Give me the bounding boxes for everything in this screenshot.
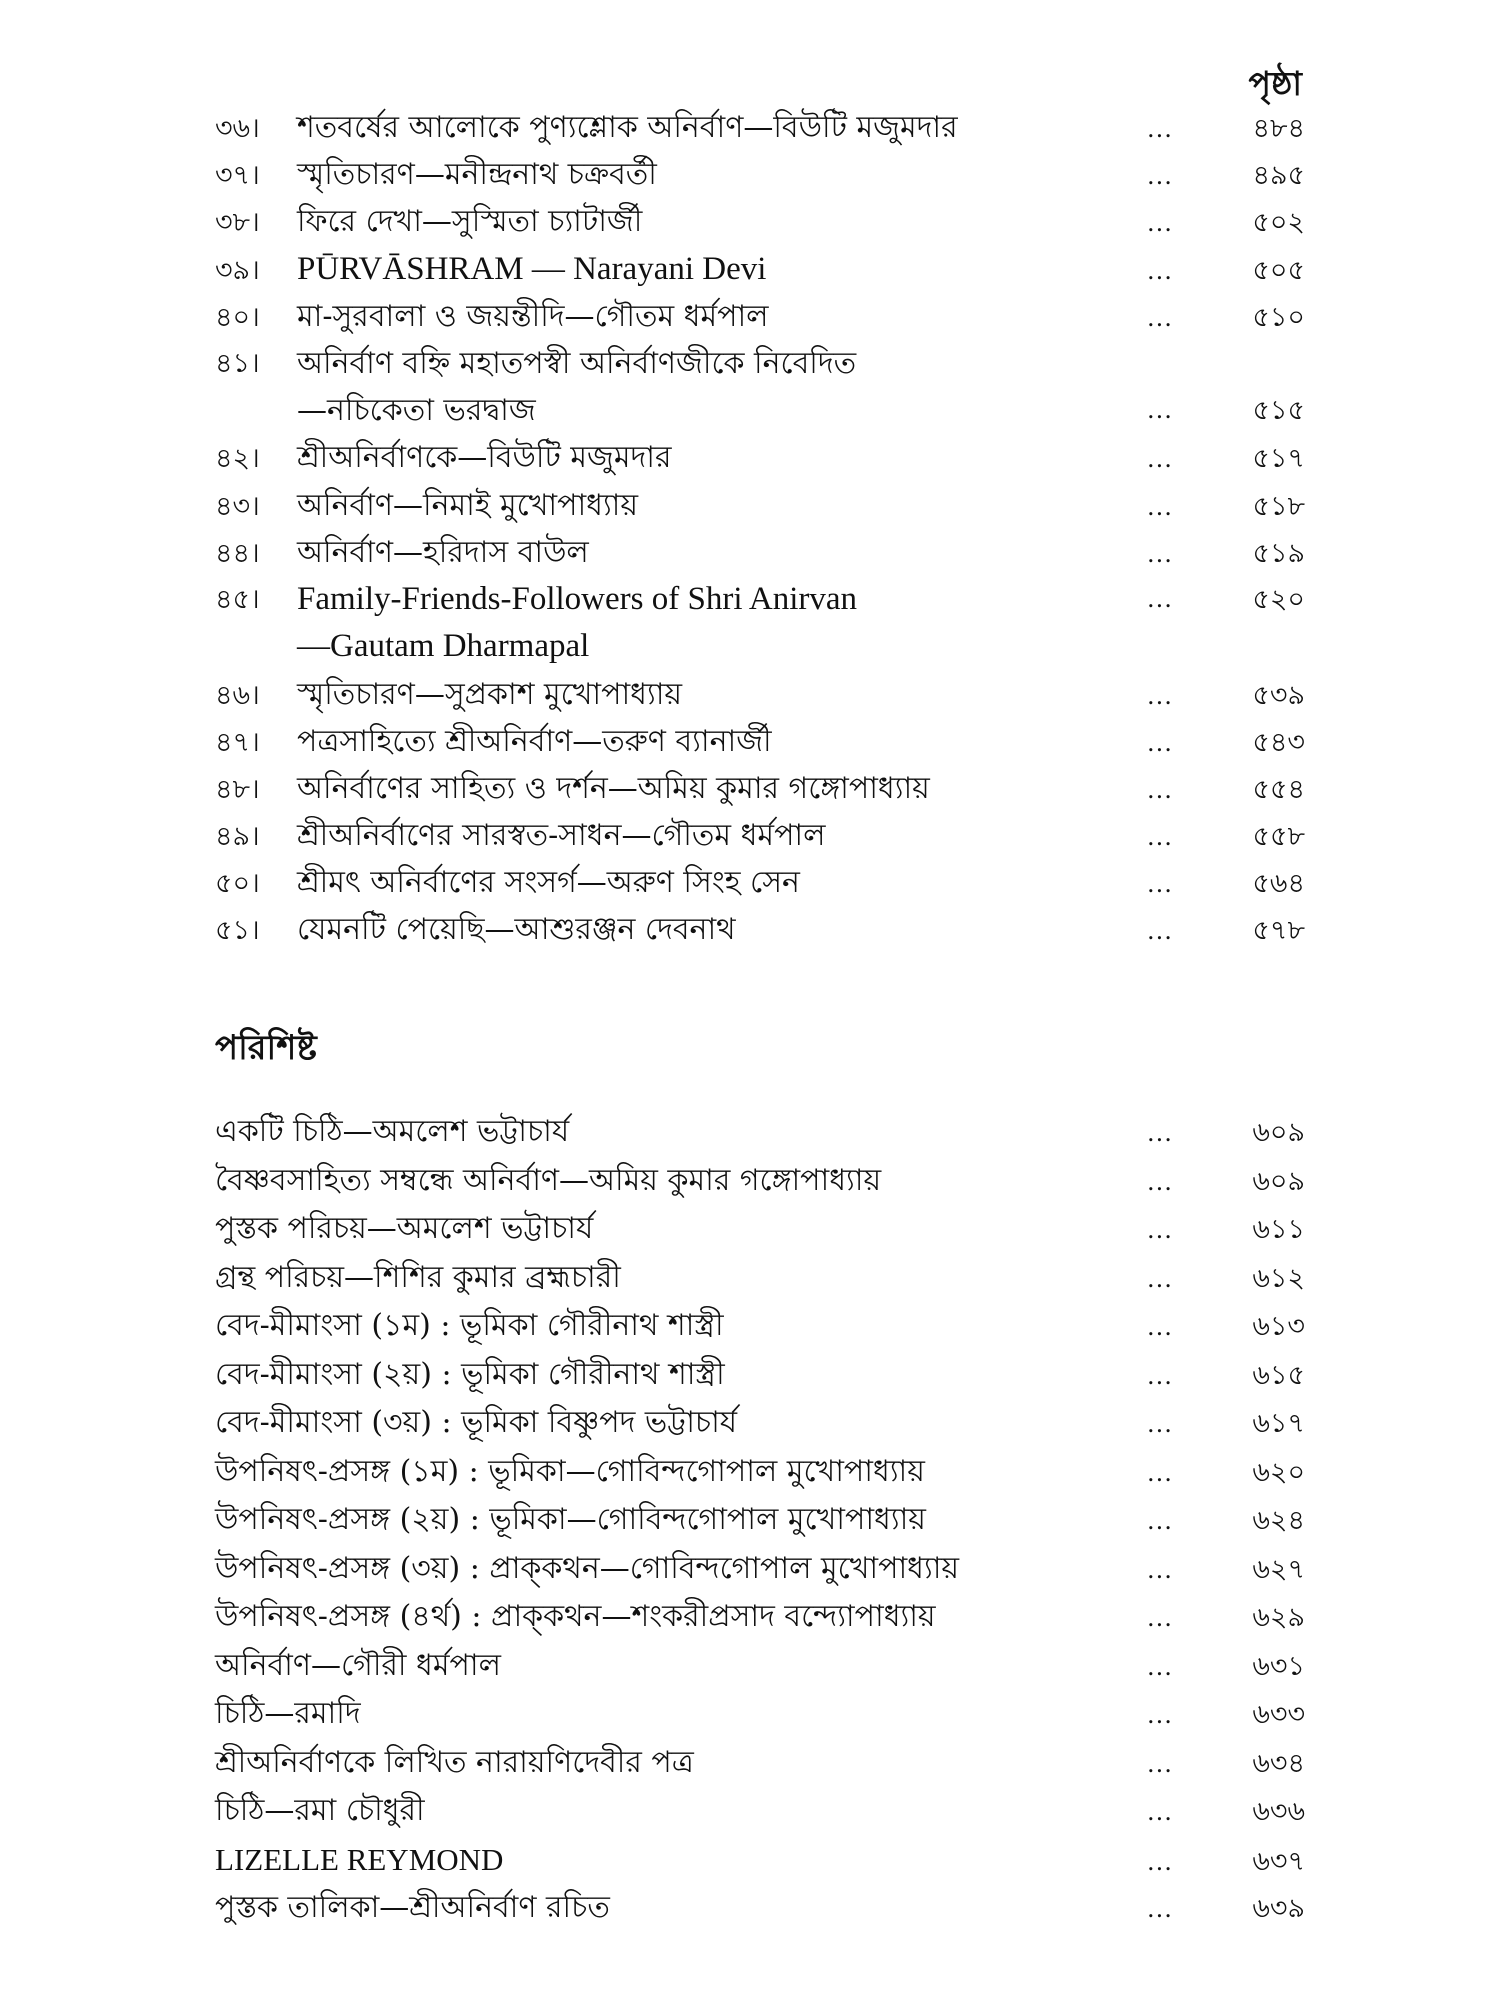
leader-dots: ...	[1147, 1749, 1173, 1778]
entry-page: ৫১৫	[1252, 394, 1305, 426]
entry-title: পুস্তক তালিকা—শ্রীঅনির্বাণ রচিত	[215, 1890, 610, 1925]
entry-page: ৫১৮	[1252, 490, 1305, 522]
entry-title: PŪRVĀSHRAM — Narayani Devi	[297, 250, 767, 287]
entry-page: ৫৭৮	[1252, 915, 1305, 947]
leader-dots: ...	[1147, 1895, 1173, 1923]
appendix-entry	[215, 1593, 1305, 1642]
appendix-entry	[215, 1836, 1305, 1885]
leader-dots: ...	[1147, 1604, 1173, 1632]
leader-dots: ...	[1147, 681, 1173, 710]
leader-dots: ...	[1147, 1119, 1173, 1147]
entry-page: ৪৮৪	[1252, 113, 1305, 144]
entry-number: ৪০।	[215, 301, 260, 333]
toc-entry-37	[215, 151, 1305, 198]
entry-page: ৫৪৩	[1252, 726, 1305, 758]
entry-title: ফিরে দেখা—সুস্মিতা চ্যাটার্জী	[297, 204, 643, 240]
leader-dots: ...	[1147, 492, 1173, 521]
entry-title: শ্রীঅনির্বাণকে লিখিত নারায়ণিদেবীর পত্র	[215, 1744, 694, 1780]
entry-number: ৫০।	[215, 868, 260, 900]
entry-number: ৪৯।	[215, 821, 260, 853]
entry-page: ৫৫৮	[1252, 821, 1305, 853]
leader-dots: ...	[1147, 1410, 1173, 1438]
appendix-entry	[215, 1642, 1305, 1691]
appendix-entry	[215, 1448, 1305, 1497]
entry-title: চিঠি—রমাদি	[215, 1696, 361, 1731]
leader-dots: ...	[1147, 1458, 1173, 1487]
entry-page: ৫০২	[1252, 207, 1305, 239]
appendix-entry	[215, 1157, 1305, 1206]
entry-title: অনির্বাণ—নিমাই মুখোপাধ্যায়	[297, 487, 639, 523]
entry-title: উপনিষৎ-প্রসঙ্গ (৩য়) : প্রাক্‌কথন—গোবিন্দগোপাল মুখোপাধ্যায়	[215, 1550, 960, 1586]
entry-number: ৪৮।	[215, 773, 260, 805]
toc-entry-42	[215, 434, 1305, 481]
entry-number: ৫১।	[215, 915, 260, 947]
leader-dots: ...	[1147, 539, 1173, 568]
entry-page: ৬২৭	[1252, 1553, 1305, 1585]
toc-entry-38	[215, 198, 1305, 245]
entry-number: ৪৬।	[215, 679, 260, 711]
leader-dots: ...	[1147, 1555, 1173, 1584]
leader-dots: ...	[1147, 395, 1173, 424]
leader-dots: ...	[1147, 445, 1173, 474]
entry-title: পুস্তক পরিচয়—অমলেশ ভট্টাচার্য	[215, 1211, 594, 1246]
leader-dots: ...	[1147, 1847, 1173, 1876]
entry-title-line1: Family-Friends-Followers of Shri Anirvan	[297, 581, 858, 617]
entry-page: ৫৬৪	[1252, 868, 1305, 900]
entry-title: স্মৃতিচারণ—মনীন্দ্রনাথ চক্রবর্তী	[297, 157, 657, 193]
entry-number: ৩৬।	[215, 113, 260, 144]
entry-title: স্মৃতিচারণ—সুপ্রকাশ মুখোপাধ্যায়	[297, 676, 683, 712]
entry-page: ৫১৭	[1252, 443, 1305, 475]
entry-number: ৪৪।	[215, 537, 260, 569]
leader-dots: ...	[1147, 1701, 1173, 1729]
entry-page: ৬১৩	[1252, 1311, 1305, 1342]
entry-number: ৪২।	[215, 443, 260, 475]
entry-title-line1: অনির্বাণ বহ্নি মহাতপস্বী অনির্বাণজীকে নিবেদিত	[297, 345, 857, 381]
entry-title-line2: —Gautam Dharmapal	[297, 628, 590, 664]
entry-title: অনির্বাণ—গৌরী ধর্মপাল	[215, 1647, 501, 1683]
entry-page: ৬১২	[1252, 1262, 1305, 1294]
appendix-entry	[215, 1254, 1305, 1303]
toc-entry-51	[215, 906, 1305, 953]
entry-page: ৬০৯	[1252, 1165, 1305, 1197]
toc-entry-36	[215, 104, 1305, 151]
entry-page: ৫৫৪	[1252, 773, 1305, 805]
entry-page: ৬১৭	[1252, 1408, 1305, 1439]
toc-entry-39	[215, 246, 1305, 293]
appendix-entry	[215, 1690, 1305, 1739]
entry-page: ৫১৯	[1252, 537, 1305, 569]
appendix-entry	[215, 1545, 1305, 1594]
leader-dots: ...	[1147, 775, 1173, 804]
entry-number: ৩৭।	[215, 160, 260, 192]
entry-title: যেমনটি পেয়েছি—আশুরঞ্জন দেবনাথ	[297, 912, 736, 948]
entry-title: বৈষ্ণবসাহিত্য সম্বন্ধে অনির্বাণ—অমিয় কুমার গঙ্গোপাধ্যায়	[215, 1162, 882, 1198]
leader-dots: ...	[1147, 115, 1173, 143]
toc-entry-47	[215, 718, 1305, 765]
entry-page: ৫৩৯	[1252, 679, 1305, 711]
leader-dots: ...	[1147, 303, 1173, 332]
entry-title: শ্রীঅনির্বাণকে—বিউটি মজুমদার	[297, 440, 672, 476]
leader-dots: ...	[1147, 1313, 1173, 1341]
entry-page: ৪৯৫	[1252, 160, 1305, 192]
entry-page: ৫২০	[1252, 584, 1305, 615]
entry-title: বেদ-মীমাংসা (১ম) : ভূমিকা গৌরীনাথ শাস্ত্রী	[215, 1308, 724, 1343]
entry-number: ৪১।	[215, 347, 260, 379]
entry-page: ৬৩৭	[1252, 1845, 1305, 1877]
entry-number: ৪৭।	[215, 726, 260, 758]
entry-page: ৬৩৪	[1252, 1747, 1305, 1779]
entry-number: ৪৫।	[215, 584, 260, 615]
entry-title-line2: —নচিকেতা ভরদ্বাজ	[297, 392, 536, 428]
entry-title: উপনিষৎ-প্রসঙ্গ (২য়) : ভূমিকা—গোবিন্দগোপাল মুখোপাধ্যায়	[215, 1502, 926, 1537]
leader-dots: ...	[1147, 585, 1173, 613]
entry-page: ৬৩১	[1252, 1650, 1305, 1682]
leader-dots: ...	[1147, 1798, 1173, 1826]
entry-page: ৬২৪	[1252, 1505, 1305, 1536]
entry-title	[297, 576, 1095, 670]
entry-title: বেদ-মীমাংসা (২য়) : ভূমিকা গৌরীনাথ শাস্ত্রী	[215, 1356, 725, 1392]
appendix-entry	[215, 1302, 1305, 1351]
entry-page: ৬১১	[1252, 1214, 1305, 1245]
leader-dots: ...	[1147, 1652, 1173, 1681]
entry-title: উপনিষৎ-প্রসঙ্গ (১ম) : ভূমিকা—গোবিন্দগোপাল মুখোপাধ্যায়	[215, 1453, 925, 1489]
appendix-entry	[215, 1739, 1305, 1788]
appendix-entry	[215, 1108, 1305, 1157]
entry-title: অনির্বাণের সাহিত্য ও দর্শন—অমিয় কুমার গঙ্গোপাধ্যায়	[297, 770, 930, 806]
entry-page: ৬২৯	[1252, 1602, 1305, 1633]
toc-entry-43	[215, 482, 1305, 529]
appendix-entry	[215, 1884, 1305, 1933]
entry-title: পত্রসাহিত্যে শ্রীঅনির্বাণ—তরুণ ব্যানার্জী	[297, 723, 772, 759]
entry-page: ৫১০	[1252, 301, 1305, 333]
toc-entry-45	[215, 576, 1305, 671]
toc-entry-44	[215, 529, 1305, 576]
appendix-entry	[215, 1351, 1305, 1400]
toc-entry-50	[215, 859, 1305, 906]
leader-dots: ...	[1147, 1216, 1173, 1244]
contents-list	[215, 104, 1305, 954]
entry-page: ৬১৫	[1252, 1359, 1305, 1391]
entry-title: একটি চিঠি—অমলেশ ভট্টাচার্য	[215, 1114, 570, 1149]
leader-dots: ...	[1147, 823, 1173, 852]
appendix-heading: পরিশিষ্ট	[215, 1028, 317, 1068]
leader-dots: ...	[1147, 256, 1173, 285]
leader-dots: ...	[1147, 162, 1173, 191]
entry-title: উপনিষৎ-প্রসঙ্গ (৪র্থ) : প্রাক্‌কথন—শংকরীপ্রসাদ বন্দ্যোপাধ্যায়	[215, 1599, 936, 1634]
entry-page: ৬০৯	[1252, 1117, 1305, 1148]
entry-number: ৩৯।	[215, 254, 260, 286]
entry-title	[297, 340, 1095, 434]
entry-title: শ্রীঅনির্বাণের সারস্বত-সাধন—গৌতম ধর্মপাল	[297, 818, 826, 854]
entry-title: চিঠি—রমা চৌধুরী	[215, 1793, 425, 1828]
entry-number: ৪৩।	[215, 490, 260, 522]
appendix-entry	[215, 1787, 1305, 1836]
toc-entry-49	[215, 812, 1305, 859]
toc-entry-46	[215, 671, 1305, 718]
entry-page: ৫০৫	[1252, 254, 1305, 286]
entry-title: শতবর্ষের আলোকে পুণ্যশ্লোক অনির্বাণ—বিউটি মজুমদার	[297, 110, 958, 145]
leader-dots: ...	[1147, 1507, 1173, 1535]
entry-page: ৬২০	[1252, 1456, 1305, 1488]
leader-dots: ...	[1147, 870, 1173, 899]
entry-title: বেদ-মীমাংসা (৩য়) : ভূমিকা বিষ্ণুপদ ভট্টাচার্য	[215, 1405, 738, 1440]
appendix-entry	[215, 1205, 1305, 1254]
toc-entry-48	[215, 765, 1305, 812]
page-column-header: পৃষ্ঠা	[1248, 64, 1302, 103]
entry-page: ৬৩৩	[1252, 1699, 1305, 1730]
entry-title: মা-সুরবালা ও জয়ন্তীদি—গৌতম ধর্মপাল	[297, 298, 769, 334]
entry-number: ৩৮।	[215, 207, 260, 239]
entry-page: ৬৩৬	[1252, 1796, 1305, 1827]
entry-page: ৬৩৯	[1252, 1893, 1305, 1924]
leader-dots: ...	[1147, 1264, 1173, 1293]
leader-dots: ...	[1147, 1361, 1173, 1390]
toc-entry-41	[215, 340, 1305, 435]
leader-dots: ...	[1147, 728, 1173, 757]
appendix-entry	[215, 1496, 1305, 1545]
entry-title: গ্রন্থ পরিচয়—শিশির কুমার ব্রহ্মচারী	[215, 1259, 621, 1295]
entry-title: অনির্বাণ—হরিদাস বাউল	[297, 534, 589, 570]
leader-dots: ...	[1147, 1167, 1173, 1196]
appendix-list	[215, 1108, 1305, 1933]
toc-entry-40	[215, 293, 1305, 340]
entry-title: শ্রীমৎ অনির্বাণের সংসর্গ—অরুণ সিংহ সেন	[297, 865, 800, 901]
entry-title: LIZELLE REYMOND	[215, 1841, 504, 1877]
leader-dots: ...	[1147, 209, 1173, 238]
appendix-entry	[215, 1399, 1305, 1448]
leader-dots: ...	[1147, 917, 1173, 946]
